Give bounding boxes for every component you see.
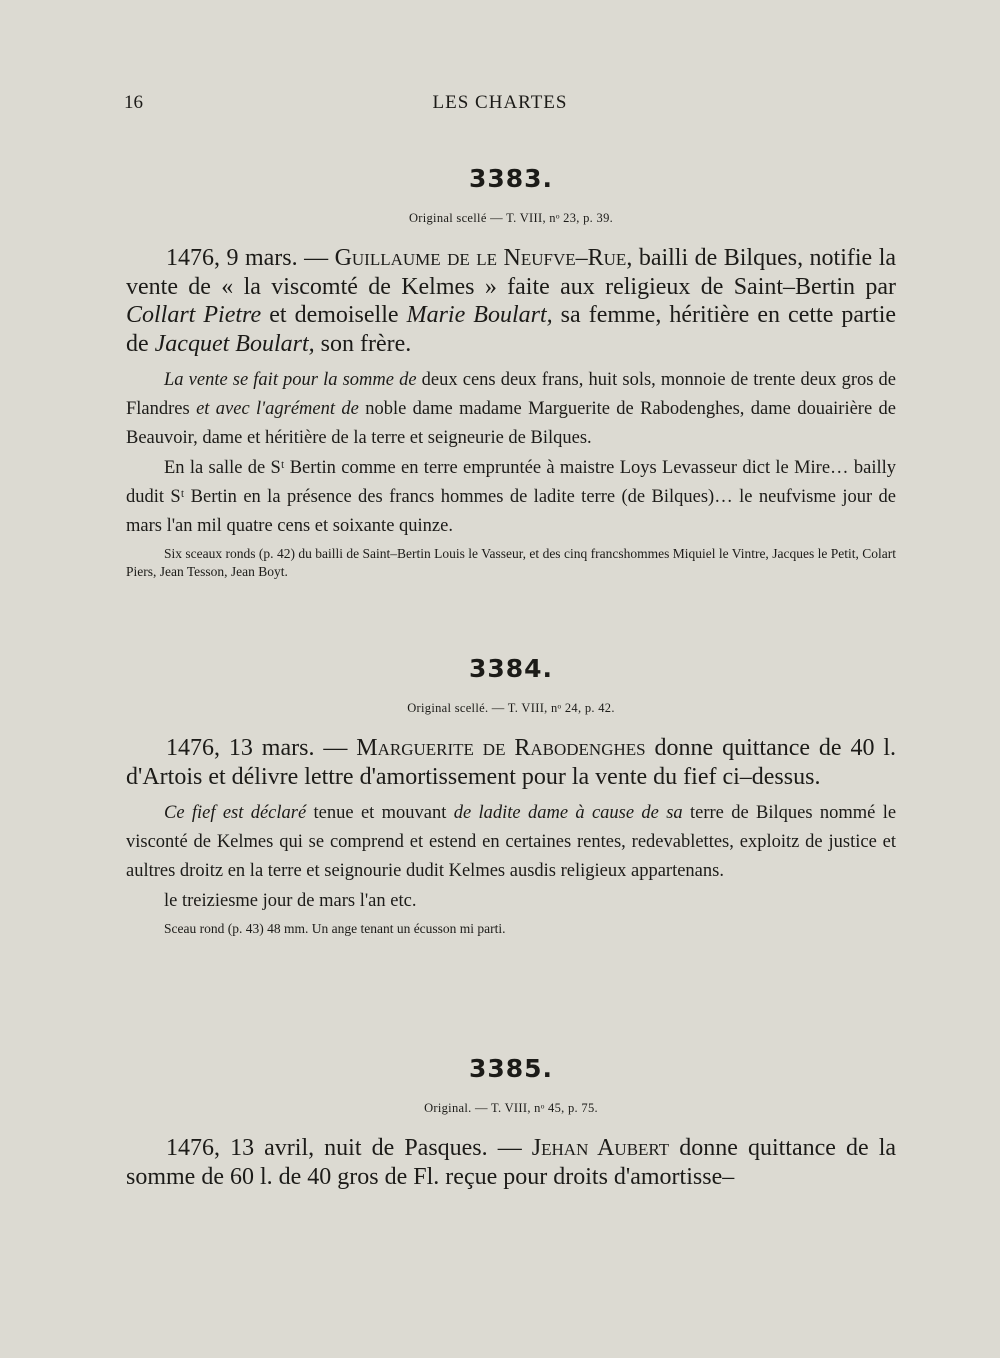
charter-summary: 1476, 9 mars. — Guillaume de le Neufve–Rue, bailli de Bilques, notifie la vente de « la viscomté de Kelmes » faite aux religieux de Saint–Bertin par Collart Pietre et demoiselle Marie Boulart, sa femme, héritière en cette partie de Jacquet Boulart, son frère. (126, 245, 897, 357)
charter-source: Original scellé. — T. VIII, nᵒ 24, p. 42. (407, 701, 615, 715)
charter-3383 (126, 164, 896, 581)
charter-summary: 1476, 13 mars. — Marguerite de Rabodenghes donne quittance de 40 l. d'Artois et délivre lettre d'amortissement pour la vente du fief ci–dessus. (126, 735, 897, 790)
charter-number: 3385. (468, 1054, 554, 1083)
charter-3384 (126, 654, 896, 938)
page-number: 16 (124, 92, 143, 113)
person-name: Jehan Aubert (531, 1135, 670, 1161)
charter-number: 3384. (468, 654, 554, 683)
charter-note: Sceau rond (p. 43) 48 mm. Un ange tenant un écusson mi parti. (164, 921, 506, 937)
charter-extract: Ce fief est déclaré tenue et mouvant de ladite dame à cause de sa terre de Bilques nommé le visconté de Kelmes qui se comprend et estend en certaines rentes, redevablettes, exploitz de justice et aultres droitz en la terre et seignourie dudit Kelmes ausdis religieux appartenans. (126, 803, 897, 881)
charter-3385 (126, 1054, 896, 1191)
charter-extract: le treiziesme jour de mars l'an etc. (164, 891, 417, 912)
charter-extract: La vente se fait pour la somme de deux cens deux frans, huit sols, monnoie de trente deux gros de Flandres et avec l'agrément de noble dame madame Marguerite de Rabodenghes, dame douairière de Beauvoir, dame et héritière de la terre et seigneurie de Bilques. (126, 370, 897, 448)
charter-number: 3383. (468, 164, 554, 193)
charter-source: Original scellé — T. VIII, nᵒ 23, p. 39. (408, 211, 614, 225)
charter-summary: 1476, 13 avril, nuit de Pasques. — Jehan Aubert donne quittance de la somme de 60 l. de 40 gros de Fl. reçue pour droits d'amortisse– (126, 1135, 897, 1190)
charter-note: Six sceaux ronds (p. 42) du bailli de Saint–Bertin Louis le Vasseur, et des cinq francshommes Miquiel le Vintre, Jacques le Petit, Colart Piers, Jean Tesson, Jean Boyt. (126, 545, 896, 579)
charter-extract: En la salle de Sᵗ Bertin comme en terre empruntée à maistre Loys Levasseur dict le Mire… bailly dudit Sᵗ Bertin en la présence des francs hommes de ladite terre (de Bilques)… le neufvisme jour de mars l'an mil quatre cens et soixante quinze. (126, 458, 896, 536)
person-name: Guillaume de le Neufve–Rue, (334, 245, 633, 271)
person-name: Marguerite de Rabodenghes (356, 735, 646, 761)
running-head (0, 92, 1000, 118)
running-title: LES CHARTES (432, 92, 568, 113)
charter-source: Original. — T. VIII, nᵒ 45, p. 75. (424, 1101, 598, 1115)
